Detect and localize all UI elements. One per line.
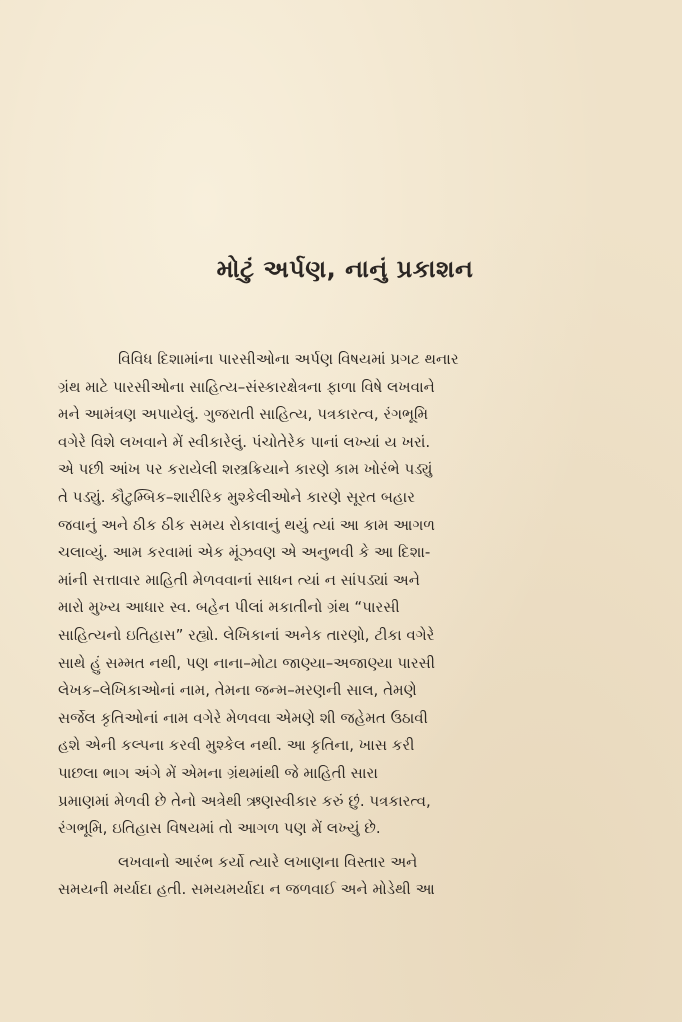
paragraph-1 (58, 346, 632, 843)
text-line: માંની સત્તાવાર માહિતી મેળવવાનાં સાધન ત્યાં ન સાંપડ્યાં અને (58, 570, 420, 589)
text-line: ચલાવ્યું. આમ કરવામાં એક મૂંઝવણ એ અનુભવી કે આ દિશા- (58, 543, 431, 562)
text-line: વિવિધ દિશામાંના પારસીઓના અર્પણ વિષયમાં પ્રગટ થનાર (118, 350, 459, 368)
text-line: લખવાનો આરંભ કર્યો ત્યારે લખાણના વિસ્તાર અને (118, 852, 418, 871)
text-line: રંગભૂમિ, ઇતિહાસ વિષયમાં તો આગળ પણ મેં લખ્યું છે. (58, 819, 381, 838)
body-text (58, 346, 632, 904)
text-line: મારો મુખ્ય આધાર સ્વ. બહેન પીલાં મકાતીનો ગ્રંથ “પારસી (58, 598, 400, 617)
page-title: મોટું અર્પણ, નાનું પ્રકાશન (216, 255, 474, 283)
text-line: પાછલા ભાગ અંગે મેં એમના ગ્રંથમાંથી જે માહિતી સારા (58, 763, 378, 782)
text-line: સાહિત્યનો ઇતિહાસ” રહ્યો. લેખિકાનાં અનેક તારણો, ટીકા વગેરે (58, 625, 435, 644)
text-line: લેખક–લેખિકાઓનાં નામ, તેમના જન્મ–મરણની સાલ, તેમણે (58, 681, 417, 700)
text-line: સમયની મર્યાદા હતી. સમયમર્યાદા ન જળવાઈ અને મોડેથી આ (58, 880, 435, 899)
paragraph-2 (58, 849, 632, 904)
text-line: એ પછી આંખ પર કરાયેલી શસ્ત્રક્રિયાને કારણે કામ ખોરંભે પડ્યું (58, 460, 433, 479)
text-line: જવાનું અને ઠીક ઠીક સમય રોકાવાનું થયું ત્યાં આ કામ આગળ (58, 515, 435, 534)
text-line: સર્જેલ કૃતિઓનાં નામ વગેરે મેળવવા એમણે શી જહેમત ઉઠાવી (58, 708, 428, 727)
text-line: તે પડ્યું. કૌટુમ્બિક–શારીરિક મુશ્કેલીઓને કારણે સૂરત બહાર (58, 487, 415, 506)
text-line: વગેરે વિશે લખવાને મેં સ્વીકારેલું. પંચોતેરેક પાનાં લખ્યાં ય ખરાં. (58, 432, 431, 451)
text-line: ગ્રંથ માટે પારસીઓના સાહિત્ય–સંસ્કારક્ષેત્રના ફાળા વિષે લખવાને (58, 377, 435, 396)
text-line: હશે એની કલ્પના કરવી મુશ્કેલ નથી. આ કૃતિના, ખાસ કરી (58, 736, 415, 755)
text-line: પ્રમાણમાં મેળવી છે તેનો અત્રેથી ઋણસ્વીકાર કરું છું. પત્રકારત્વ, (58, 791, 431, 810)
text-line: મને આમંત્રણ અપાયેલું. ગુજરાતી સાહિત્ય, પત્રકારત્વ, રંગભૂમિ (58, 405, 429, 424)
text-line: સાથે હું સમ્મત નથી, પણ નાના–મોટા જાણ્યા–અજાણ્યા પારસી (58, 653, 436, 672)
